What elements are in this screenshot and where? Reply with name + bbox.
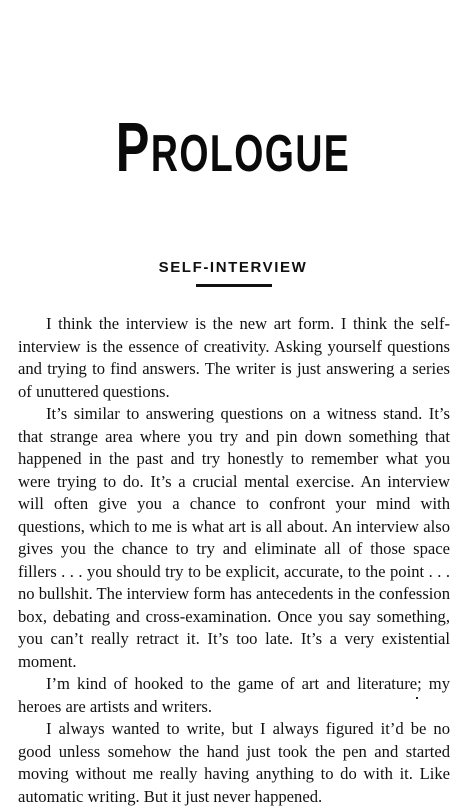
- chapter-title: [65, 108, 401, 186]
- section-heading: SELF-INTERVIEW: [158, 259, 308, 276]
- paragraph: It’s similar to answering questions on a witness stand. It’s that strange area where you try and pin down something that happened in the past and try honestly to remember what you were trying to do. It’s a crucial mental exercise. An interview will often give you a chance to confront your mind with questions, which to me is what art is all about. An interview also gives you the chance to try and eliminate all of those space fillers . . . you should try to be explicit, accurate, to the point . . . no bullshit. The interview form has antecedents in the confession box, debating and cross-examination. Once you say something, you can’t really retract it. It’s too late. It’s a very existential moment.: [18, 404, 450, 671]
- paragraph: I always wanted to write, but I always figured it’d be no good unless somehow the hand just took the pen and started moving without me really having anything to do with it. Like automatic writing. But it just never happened.: [18, 719, 450, 806]
- body-text: [18, 313, 450, 808]
- section-heading-underline: [196, 284, 272, 287]
- paragraph: I’m kind of hooked to the game of art and literature; my heroes are artists and writers.: [18, 674, 450, 716]
- paragraph: I think the interview is the new art form. I think the self-interview is the essence of creativity. Asking yourself questions and trying to find answers. The writer is just answering a series of unuttered questions.: [18, 314, 450, 401]
- print-speck: [416, 697, 418, 699]
- chapter-title-initial: P: [115, 108, 151, 186]
- chapter-title-rest: ROLOGUE: [150, 125, 351, 183]
